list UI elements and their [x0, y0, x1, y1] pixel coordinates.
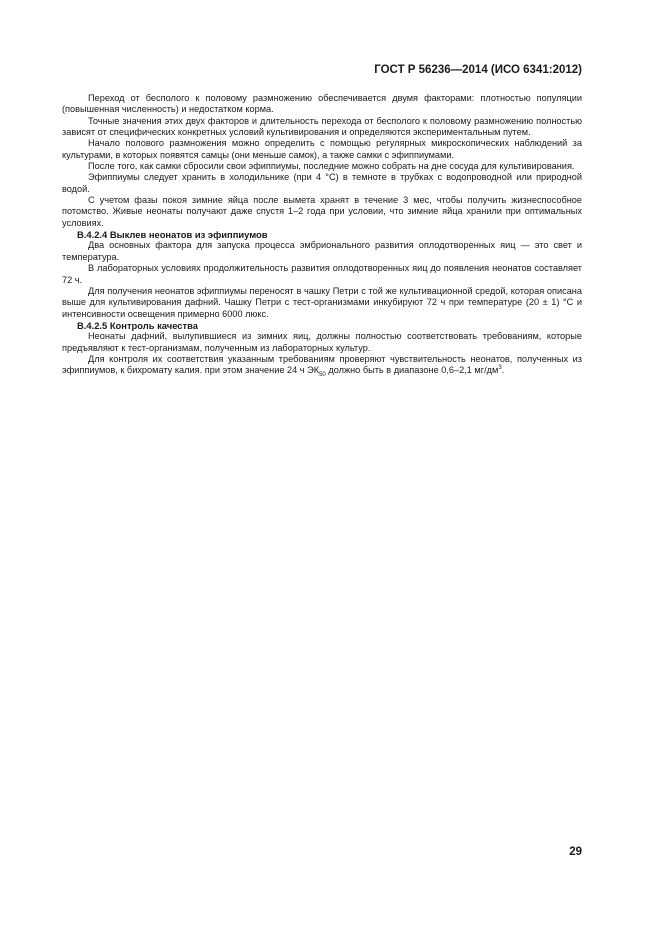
paragraph-text: должно быть в диапазоне 0,6–2,1 мг/дм: [325, 365, 499, 376]
paragraph: Начало полового размножения можно определить с помощью регулярных микроскопических наблюдений за культурами, в которых появятся самцы (они меньше самок), а также самки с эфиппиумами.: [62, 138, 582, 160]
page-number: 29: [569, 846, 582, 858]
paragraph: Неонаты дафний, вылупившиеся из зимних яиц, должны полностью соответствовать требованиям, которые предъявляют к тест-организмам, полученным из лабораторных культур.: [62, 331, 582, 353]
paragraph: Точные значения этих двух факторов и длительность перехода от бесполого к половому размножению полностью зависят от специфических конкретных условий культивирования и определяются экспериментальным путем.: [62, 115, 582, 138]
section-heading: В.4.2.5 Контроль качества: [77, 319, 198, 331]
paragraph-text: Для контроля их соответствия указанным требованиям проверяют чувствительность неонатов, полученных из эфиппиумов, к бихромату калия. при этом значение 24 ч ЭК: [62, 353, 582, 376]
subscript: 50: [319, 372, 326, 379]
paragraph: С учетом фазы покоя зимние яйца после вымета хранят в течение 3 мес, чтобы получить жизнеспособное потомство. Живые неонаты получают даже спустя 1–2 года при условии, что зимние яйца хранили при оптимальных условиях.: [62, 195, 582, 228]
document-body: [62, 93, 582, 377]
paragraph: Для получения неонатов эфиппиумы переносят в чашку Петри с той же культивационной средой, которая описана выше для культивирования дафний. Чашку Петри с тест-организмами инкубируют 72 ч при температуре (20 ± 1) °С и интенсивности освещения примерно 6000 люкс.: [62, 285, 582, 319]
paragraph-text: .: [501, 365, 505, 376]
document-header: ГОСТ Р 56236—2014 (ИСО 6341:2012): [374, 64, 582, 76]
paragraph: После того, как самки сбросили свои эфиппиумы, последние можно собрать на дне сосуда для культивирования.: [88, 161, 575, 172]
paragraph: [62, 354, 582, 377]
superscript: 3: [498, 365, 502, 372]
paragraph: В лабораторных условиях продолжительность развития оплодотворенных яиц до появления неонатов составляет 72 ч.: [62, 263, 582, 285]
paragraph: Два основных фактора для запуска процесса эмбрионального развития оплодотворенных яиц — это свет и температура.: [62, 240, 582, 262]
section-heading: В.4.2.4 Выклев неонатов из эфиппиумов: [77, 229, 268, 241]
paragraph: Эфиппиумы следует хранить в холодильнике (при 4 °С) в темноте в трубках с водопроводной или природной водой.: [62, 172, 582, 194]
paragraph: Переход от бесполого к половому размножению обеспечивается двумя факторами: плотностью популяции (повышенная численность) и недостатком корма.: [62, 93, 582, 115]
